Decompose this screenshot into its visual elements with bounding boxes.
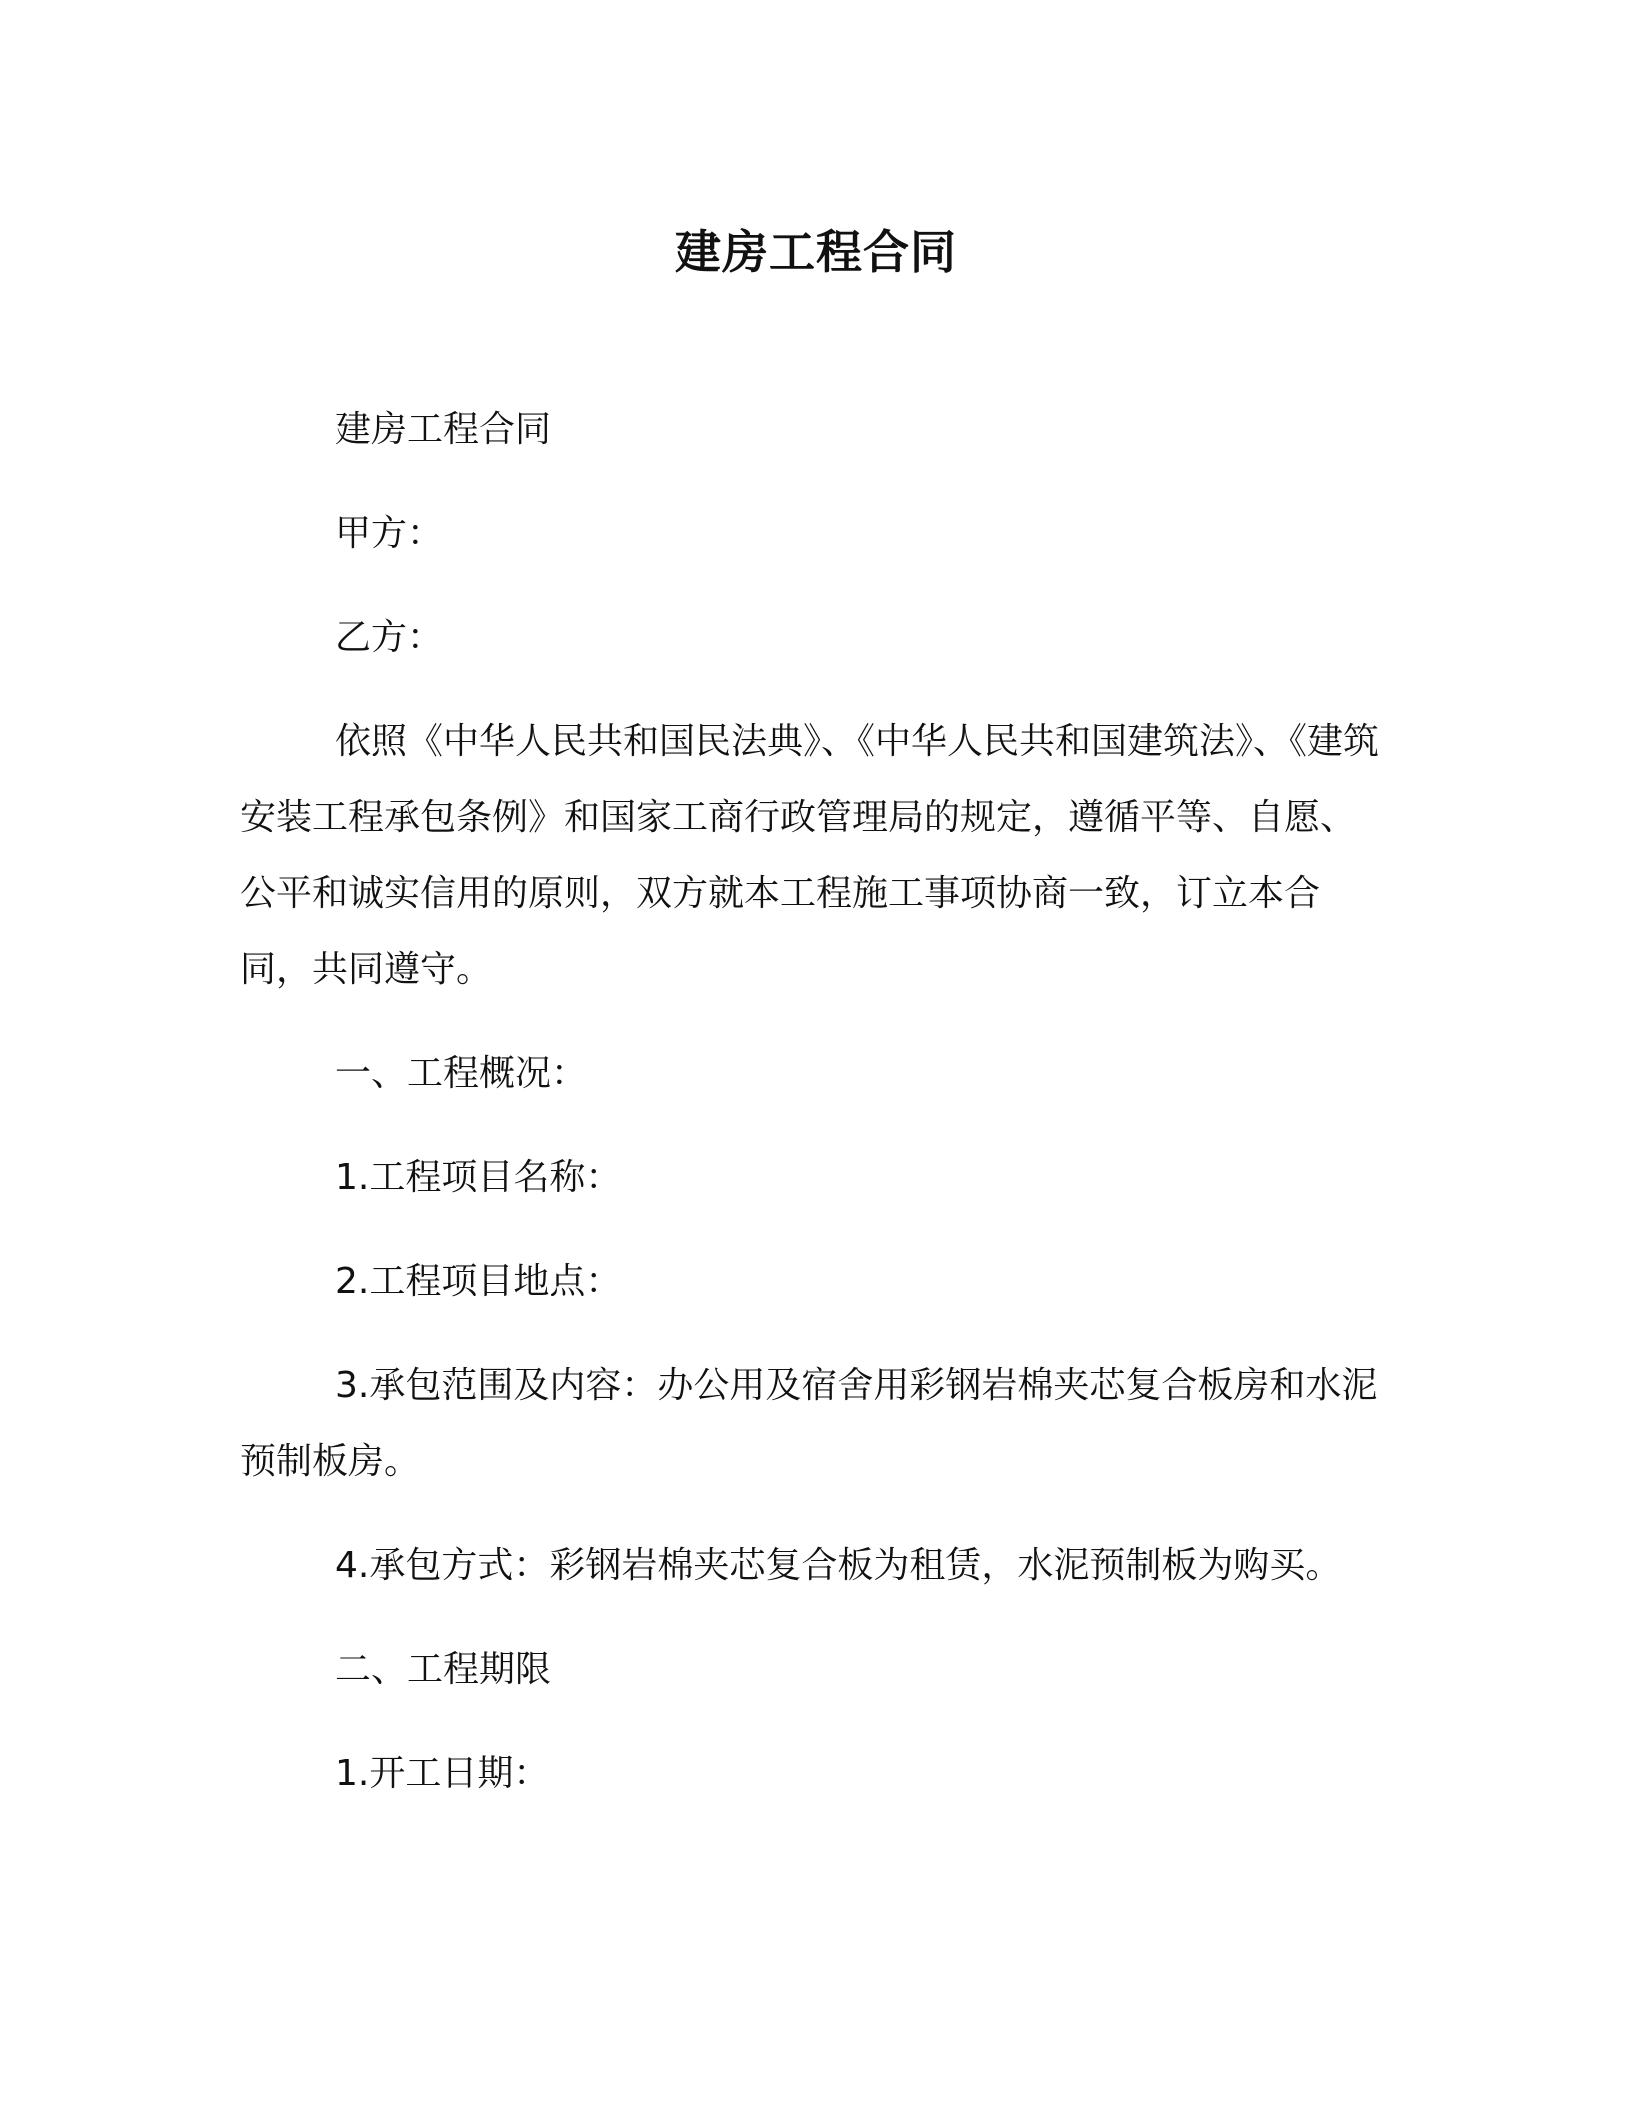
paragraph-preamble: 依照《中华人民共和国民法典》、《中华人民共和国建筑法》、《建筑安装工程承包条例》和国家工商行政管理局的规定，遵循平等、自愿、公平和诚实信用的原则，双方就本工程施工事项协商一致，订立本合同，共同遵守。 [240, 721, 1380, 990]
paragraph-party-b: 乙方： [335, 617, 444, 658]
document-body [240, 392, 1390, 1840]
section-heading-overview: 一、工程概况： [335, 1053, 588, 1094]
paragraph-subtitle: 建房工程合同 [335, 409, 552, 450]
document-title: 建房工程合同 [675, 225, 957, 279]
paragraph-party-a: 甲方： [335, 513, 444, 554]
paragraph-project-location: 2.工程项目地点： [335, 1261, 622, 1302]
section-heading-duration: 二、工程期限 [335, 1649, 552, 1690]
paragraph-scope: 3.承包范围及内容：办公用及宿舍用彩钢岩棉夹芯复合板房和水泥预制板房。 [240, 1365, 1378, 1482]
paragraph-contract-method: 4.承包方式：彩钢岩棉夹芯复合板为租赁，水泥预制板为购买。 [335, 1545, 1342, 1586]
paragraph-project-name: 1.工程项目名称： [335, 1157, 622, 1198]
paragraph-start-date: 1.开工日期： [335, 1753, 550, 1794]
